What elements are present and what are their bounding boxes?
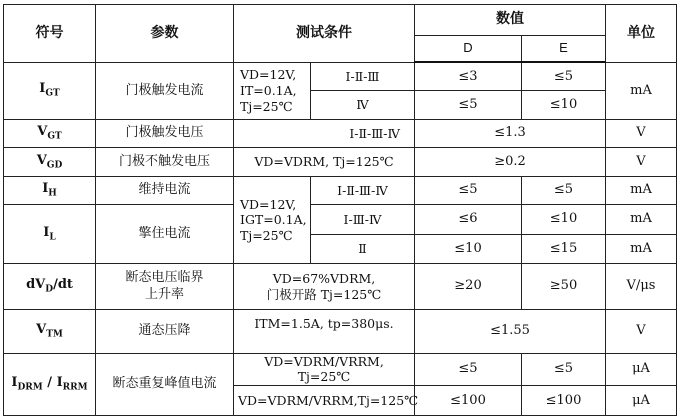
value-ih-e: ≤5 — [522, 176, 606, 204]
value-ih-d: ≤5 — [415, 176, 522, 204]
value-vtm: ≤1.55 — [415, 309, 606, 353]
cond-vtm: ITM=1.5A, tp=380μs. — [234, 309, 415, 353]
header-symbol: 符号 — [4, 5, 96, 63]
value-vgt: ≤1.3 — [415, 119, 606, 147]
cond-vgd: VD=VDRM, Tj=125℃ — [234, 148, 415, 176]
cond-idrm-2: VD=VDRM/VRRM,Tj=125℃ — [234, 386, 415, 416]
symbol-il: $I_L$ — [4, 205, 96, 264]
value-vgd: ≥0.2 — [415, 148, 606, 176]
value-igt-1-d: ≤3 — [415, 62, 522, 90]
value-il-1-e: ≤10 — [522, 205, 606, 234]
param-igt: 门极触发电流 — [96, 62, 234, 119]
range-vgt: Ⅰ-Ⅱ-Ⅲ-Ⅳ — [234, 119, 415, 147]
symbol-igt: $I_{GT}$ — [4, 62, 96, 119]
range-il-1: Ⅰ-Ⅲ-Ⅳ — [311, 205, 415, 234]
header-col-d: D — [415, 35, 522, 62]
unit-il-2: mA — [606, 234, 677, 263]
header-unit: 单位 — [606, 5, 677, 63]
symbol-vgd: $V_{GD}$ — [4, 148, 96, 176]
value-idrm-1-e: ≤5 — [522, 353, 606, 386]
unit-vtm: V — [606, 309, 677, 353]
symbol-ih: $I_H$ — [4, 176, 96, 204]
value-idrm-1-d: ≤5 — [415, 353, 522, 386]
param-vgt: 门极触发电压 — [96, 119, 234, 147]
param-il: 擎住电流 — [96, 205, 234, 264]
range-igt-1: Ⅰ-Ⅱ-Ⅲ — [311, 62, 415, 90]
symbol-idrm-irrm: $I_{DRM} / I_{RRM}$ — [4, 353, 96, 415]
param-ih: 维持电流 — [96, 176, 234, 204]
header-col-e: E — [522, 35, 606, 62]
header-parameter: 参数 — [96, 5, 234, 63]
value-dvdt-e: ≥50 — [522, 264, 606, 310]
value-il-2-d: ≤10 — [415, 234, 522, 263]
range-il-2: Ⅱ — [311, 234, 415, 263]
unit-igt: mA — [606, 62, 677, 119]
unit-idrm-2: μA — [606, 386, 677, 416]
value-il-1-d: ≤6 — [415, 205, 522, 234]
param-vtm: 通态压降 — [96, 309, 234, 353]
unit-dvdt: V/μs — [606, 264, 677, 310]
unit-vgd: V — [606, 148, 677, 176]
header-conditions: 测试条件 — [234, 5, 415, 63]
value-igt-2-d: ≤5 — [415, 91, 522, 119]
value-idrm-2-e: ≤100 — [522, 386, 606, 416]
unit-ih: mA — [606, 176, 677, 204]
symbol-vgt: $V_{GT}$ — [4, 119, 96, 147]
value-igt-2-e: ≤10 — [522, 91, 606, 119]
range-ih: Ⅰ-Ⅱ-Ⅲ-Ⅳ — [311, 176, 415, 204]
param-idrm: 断态重复峰值电流 — [96, 353, 234, 415]
cond-igt: VD=12V, IT=0.1A, Tj=25℃ — [234, 62, 311, 119]
param-dvdt: 断态电压临界 上升率 — [96, 264, 234, 310]
range-igt-2: Ⅳ — [311, 91, 415, 119]
cond-idrm-1: VD=VDRM/VRRM, Tj=25℃ — [234, 353, 415, 386]
cond-ih-il: VD=12V, IGT=0.1A, Tj=25℃ — [234, 176, 311, 263]
value-igt-1-e: ≤5 — [522, 62, 606, 90]
unit-il-1: mA — [606, 205, 677, 234]
param-vgd: 门极不触发电压 — [96, 148, 234, 176]
cond-dvdt: VD=67%VDRM, 门极开路 Tj=125℃ — [234, 264, 415, 310]
unit-vgt: V — [606, 119, 677, 147]
symbol-vtm: $V_{TM}$ — [4, 309, 96, 353]
unit-idrm-1: μA — [606, 353, 677, 386]
value-dvdt-d: ≥20 — [415, 264, 522, 310]
value-il-2-e: ≤15 — [522, 234, 606, 263]
symbol-dvdt: $dV_D/dt$ — [4, 264, 96, 310]
header-values: 数值 — [415, 5, 606, 36]
value-idrm-2-d: ≤100 — [415, 386, 522, 416]
spec-table — [3, 4, 677, 416]
